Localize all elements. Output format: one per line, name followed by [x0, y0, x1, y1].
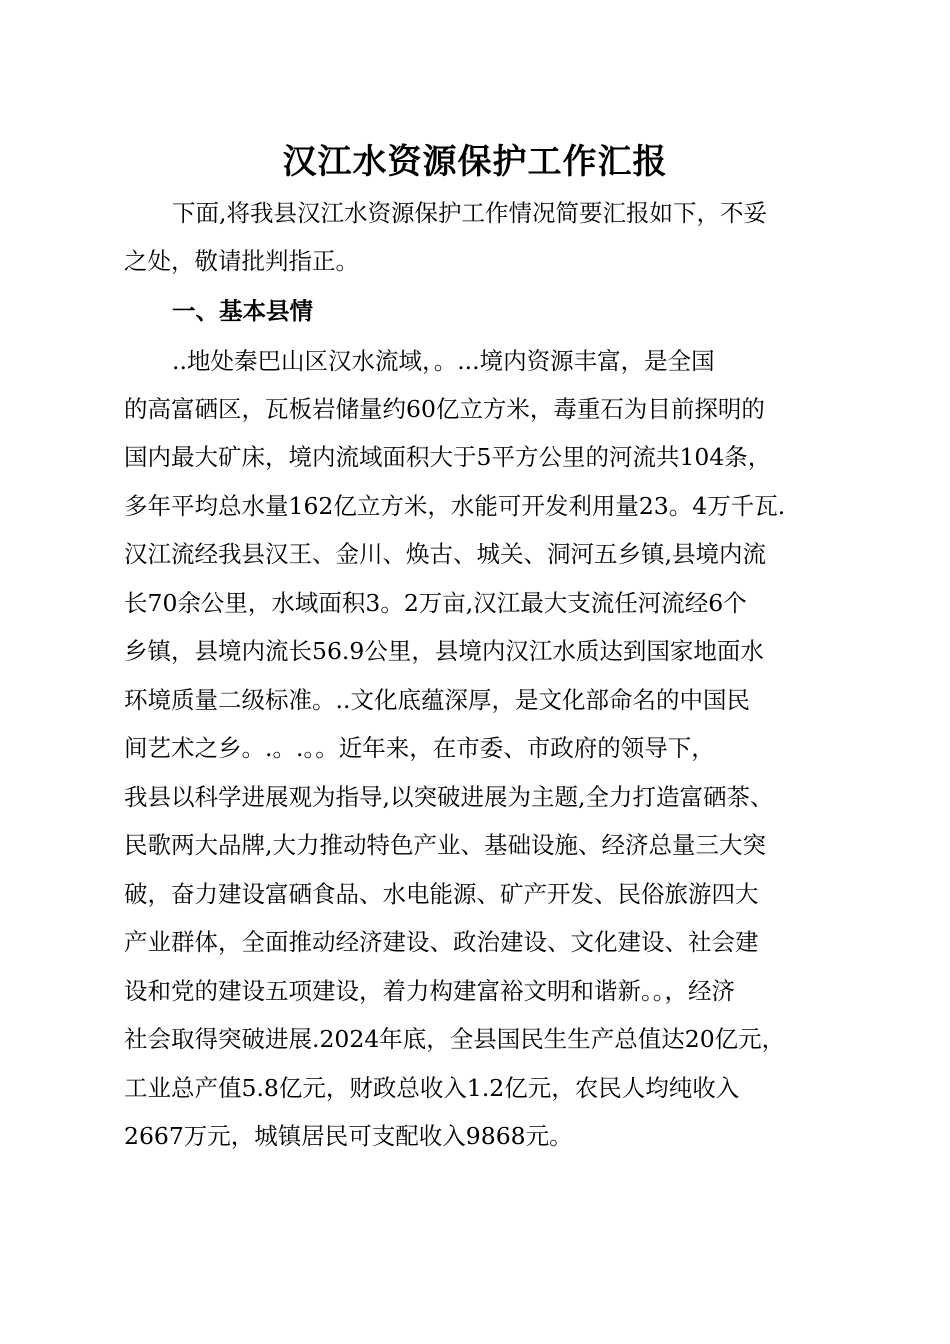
document-title: 汉江水资源保护工作汇报	[282, 142, 668, 182]
body-line-4: 多年平均总水量162亿立方米，水能可开发利用量23。4万千瓦.	[124, 492, 786, 520]
body-line-5: 汉江流经我县汉王、金川、焕古、城关、洞河五乡镇,县境内流	[124, 540, 766, 568]
body-line-9: 间艺术之乡。.。.。。近年来，在市委、市政府的领导下，	[124, 734, 715, 762]
body-line-12: 破，奋力建设富硒食品、水电能源、矿产开发、民俗旅游四大	[124, 880, 759, 908]
body-line-7: 乡镇，县境内流长56.9公里，县境内汉江水质达到国家地面水	[124, 637, 764, 665]
intro-line-2: 之处，敬请批判指正。	[124, 247, 359, 275]
body-line-3: 国内最大矿床，境内流域面积大于5平方公里的河流共104条，	[124, 443, 772, 471]
body-line-6: 长70余公里，水域面积3。2万亩,汉江最大支流任河流经6个	[124, 589, 747, 617]
intro-line-1: 下面,将我县汉江水资源保护工作情况简要汇报如下，不妥	[172, 199, 767, 227]
body-line-16: 工业总产值5.8亿元，财政总收入1.2亿元，农民人均纯收入	[124, 1074, 740, 1102]
body-line-11: 民歌两大品牌,大力推动特色产业、基础设施、经济总量三大突	[124, 831, 766, 859]
body-line-1: ..地处秦巴山区汉水流域，。...境内资源丰富，是全国	[172, 347, 715, 375]
body-line-13: 产业群体，全面推动经济建设、政治建设、文化建设、社会建	[124, 928, 759, 956]
body-line-10: 我县以科学进展观为指导,以突破进展为主题,全力打造富硒茶、	[124, 783, 774, 811]
body-line-8: 环境质量二级标准。..文化底蕴深厚，是文化部命名的中国民	[124, 686, 750, 714]
body-line-14: 设和党的建设五项建设，着力构建富裕文明和谐新。。，经济	[124, 977, 735, 1005]
body-line-2: 的高富硒区，瓦板岩储量约60亿立方米，毒重石为目前探明的	[124, 395, 765, 423]
body-line-17: 2667万元，城镇居民可支配收入9868元。	[124, 1122, 573, 1150]
section-heading-basic-info: 一、基本县情	[172, 297, 313, 325]
body-line-15: 社会取得突破进展.2024年底，全县国民生生产总值达20亿元，	[124, 1025, 786, 1053]
